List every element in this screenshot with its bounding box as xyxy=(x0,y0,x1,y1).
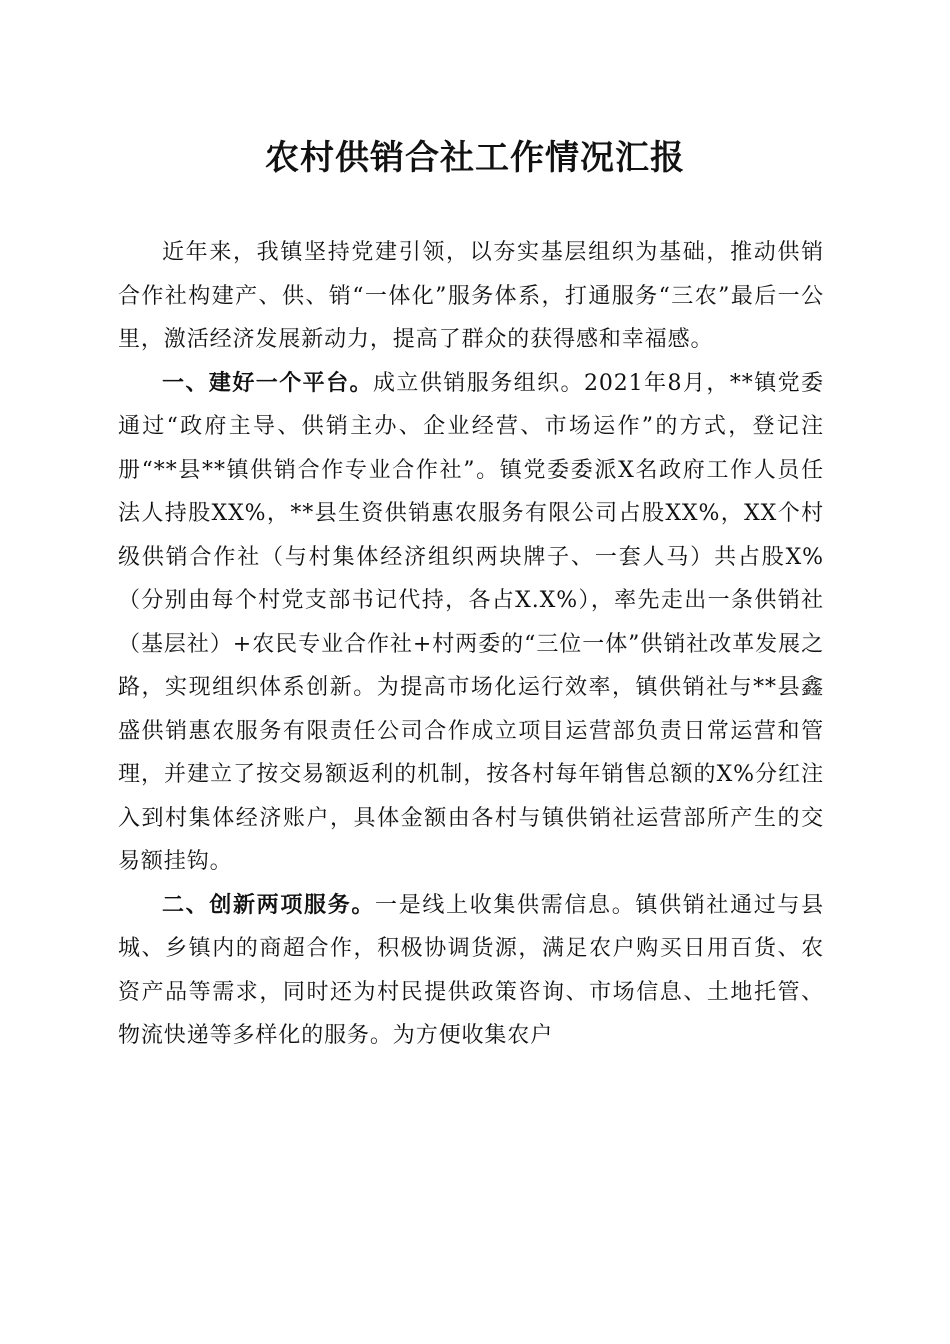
paragraph-text: 近年来，我镇坚持党建引领，以夯实基层组织为基础，推动供销合作社构建产、供、销“一体化”服务体系，打通服务“三农”最后一公里，激活经济发展新动力，提高了群众的获得感和幸福感。 xyxy=(118,240,824,352)
document-body xyxy=(118,231,824,1058)
paragraph-section-one xyxy=(118,362,824,884)
paragraph-text: 成立供销服务组织。2021年8月，**镇党委通过“政府主导、供销主办、企业经营、市场运作”的方式，登记注册“**县**镇供销合作专业合作社”。镇党委委派X名政府工作人员任法人持股XX%，**县生资供销惠农服务有限公司占股XX%，XX个村级供销合作社（与村集体经济组织两块牌子、一套人马）共占股X%（分别由每个村党支部书记代持，各占X.X%），率先走出一条供销社（基层社）+农民专业合作社+村两委的“三位一体”供销社改革发展之路，实现组织体系创新。为提高市场化运行效率，镇供销社与**县鑫盛供销惠农服务有限责任公司合作成立项目运营部负责日常运营和管理，并建立了按交易额返利的机制，按各村每年销售总额的X%分红注入到村集体经济账户，具体金额由各村与镇供销社运营部所产生的交易额挂钩。 xyxy=(118,370,824,874)
paragraph-section-two xyxy=(118,884,824,1058)
paragraph-intro xyxy=(118,231,824,362)
document-title: 农村供销合社工作情况汇报 xyxy=(265,138,685,178)
section-heading: 二、创新两项服务。 xyxy=(162,892,376,918)
paragraph-text: 一是线上收集供需信息。镇供销社通过与县城、乡镇内的商超合作，积极协调货源，满足农户购买日用百货、农资产品等需求，同时还为村民提供政策咨询、市场信息、土地托管、物流快递等多样化的服务。为方便收集农户 xyxy=(118,892,824,1048)
section-heading: 一、建好一个平台。 xyxy=(162,370,373,396)
